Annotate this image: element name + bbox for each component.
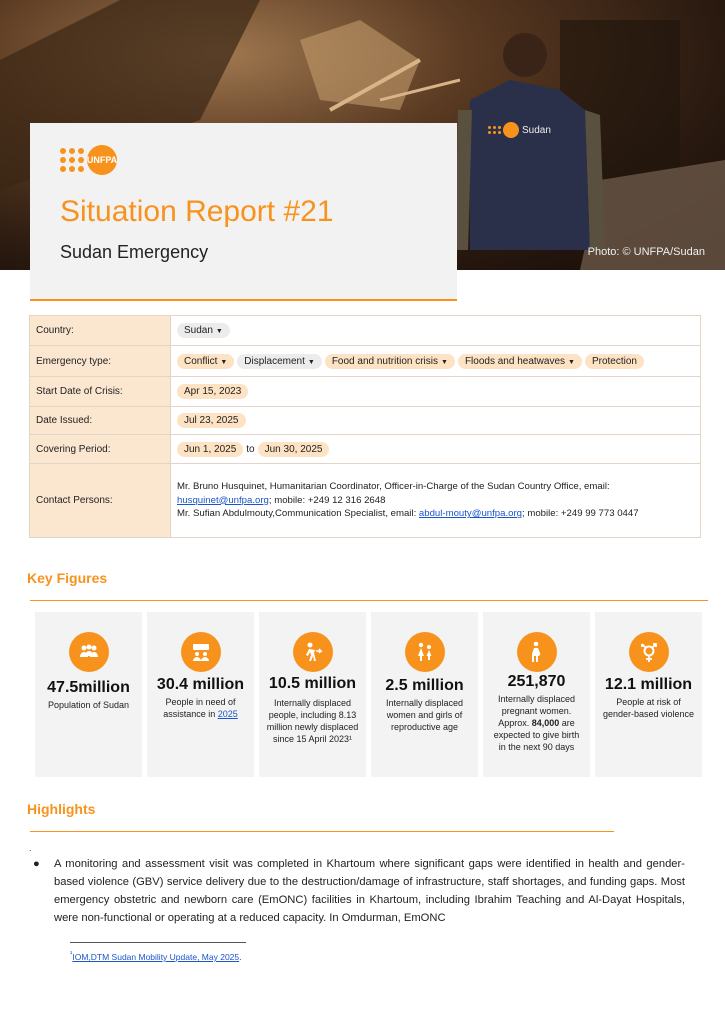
key-figure-card [371, 612, 478, 777]
period-to-chip[interactable]: Jun 30, 2025 [258, 442, 330, 457]
key-figure-desc: People at risk of gender-based violence [602, 697, 695, 719]
key-figure-card [259, 612, 366, 777]
table-row [30, 435, 701, 464]
gender-icon [629, 632, 669, 672]
key-figure-desc: People in need of assistance in [163, 697, 236, 719]
key-figure-card [483, 612, 590, 777]
women-girls-icon [405, 632, 445, 672]
country-label: Country: [30, 316, 171, 346]
highlights-heading: Highlights [27, 801, 96, 817]
key-figure-value: 47.5million [47, 679, 130, 696]
key-figure-value: 251,870 [507, 673, 566, 690]
footnote-suffix: . [239, 951, 242, 962]
key-figure-desc: Internally displaced women and girls of reproductive age [385, 698, 464, 732]
chevron-down-icon: ▼ [215, 328, 223, 335]
vest-logo [488, 122, 551, 138]
start-date-chip[interactable]: Apr 15, 2023 [177, 384, 248, 399]
footnote-link[interactable]: IOM,DTM Sudan Mobility Update, May 2025 [72, 951, 240, 962]
chevron-down-icon: ▼ [568, 358, 575, 366]
highlight-text: A monitoring and assessment visit was completed in Khartoum where significant gaps were identified in health and gender-based violence (GBV) service delivery due to the destruction/damage of infrastructure, staff shortages, and funding gaps. Most emergency obstetric and newborn care (EmONC) facilities in Khartoum, including Ibrahim Teaching and Al-Dayat Hospitals, were non-functional or operating at a reduced capacity. In Omdurman, EmONC [54, 858, 685, 924]
title-card [30, 123, 457, 301]
key-figure-value: 2.5 million [385, 677, 464, 694]
photo-caption: Photo: © UNFPA/Sudan [587, 246, 705, 258]
assistance-icon [181, 632, 221, 672]
emergency-chip-conflict[interactable]: Conflict ▼ [177, 354, 234, 369]
pregnant-woman-icon [517, 632, 557, 672]
table-row [30, 464, 701, 538]
key-figure-value: 10.5 million [268, 675, 357, 692]
key-figure-card [595, 612, 702, 777]
table-row [30, 407, 701, 435]
report-subtitle: Sudan Emergency [60, 242, 209, 262]
footnote [70, 950, 242, 962]
chevron-down-icon: ▼ [441, 358, 448, 366]
contact2-mobile: ; mobile: +249 99 773 0447 [522, 508, 639, 520]
footnote-divider [70, 942, 246, 943]
key-figures-divider [30, 600, 708, 601]
emergency-chip-displacement[interactable]: Displacement ▼ [237, 354, 322, 369]
start-date-label: Start Date of Crisis: [30, 377, 171, 407]
info-table [29, 315, 701, 538]
key-figure-desc: are expected to give birth in the next 90 days [493, 718, 580, 752]
key-figure-desc-bold: 84,000 [531, 718, 560, 728]
key-figure-desc: Internally displaced pregnant women. Approx. [497, 694, 576, 728]
key-figure-desc: Population of Sudan [47, 700, 130, 710]
report-title: Situation Report #21 [60, 195, 334, 228]
vest-label: Sudan [522, 124, 551, 136]
emergency-chip-floods[interactable]: Floods and heatwaves ▼ [458, 354, 582, 369]
emergency-type-label: Emergency type: [30, 346, 171, 377]
logo-text: UNFPA [87, 145, 117, 175]
chevron-down-icon: ▼ [307, 358, 315, 366]
key-figure-card [147, 612, 254, 777]
list-marker: . [29, 843, 32, 853]
table-row [30, 346, 701, 377]
covering-period-label: Covering Period: [30, 435, 171, 464]
contact2-email-link[interactable]: abdul-mouty@unfpa.org [418, 508, 522, 520]
contact-persons-label: Contact Persons: [30, 464, 171, 538]
people-group-icon [69, 632, 109, 672]
period-from-chip[interactable]: Jun 1, 2025 [177, 442, 243, 457]
key-figure-link[interactable]: 2025 [217, 709, 238, 719]
key-figure-card [35, 612, 142, 777]
unfpa-logo [60, 145, 117, 175]
key-figure-desc: Internally displaced people, including 8.13 million newly displaced since 15 April 2023¹ [266, 698, 359, 744]
date-issued-chip[interactable]: Jul 23, 2025 [177, 413, 246, 428]
key-figure-value: 12.1 million [604, 676, 693, 693]
date-issued-label: Date Issued: [30, 407, 171, 435]
highlight-item [33, 855, 685, 927]
highlights-divider [30, 831, 614, 832]
country-chip[interactable]: Sudan ▼ [177, 323, 230, 338]
bullet-icon: ● [33, 858, 40, 870]
emergency-chip-protection[interactable]: Protection [585, 354, 644, 369]
table-row [30, 377, 701, 407]
footnote-marker: ¹ [70, 950, 73, 958]
contact2-text: Mr. Sufian Abdulmouty,Communication Specialist, email: [177, 508, 417, 520]
contact1-email-link[interactable]: husquinet@unfpa.org [177, 494, 269, 506]
key-figure-value: 30.4 million [156, 676, 245, 693]
displaced-person-icon [293, 632, 333, 672]
chevron-down-icon: ▼ [220, 358, 228, 366]
emergency-chip-food[interactable]: Food and nutrition crisis ▼ [325, 354, 455, 369]
table-row [30, 316, 701, 346]
key-figures-heading: Key Figures [27, 570, 108, 586]
period-to-word: to [246, 443, 255, 455]
contact1-text: Mr. Bruno Husquinet, Humanitarian Coordinator, Officer-in-Charge of the Sudan Country Office, email: [177, 481, 610, 493]
contact1-mobile: ; mobile: +249 12 316 2648 [268, 494, 386, 506]
